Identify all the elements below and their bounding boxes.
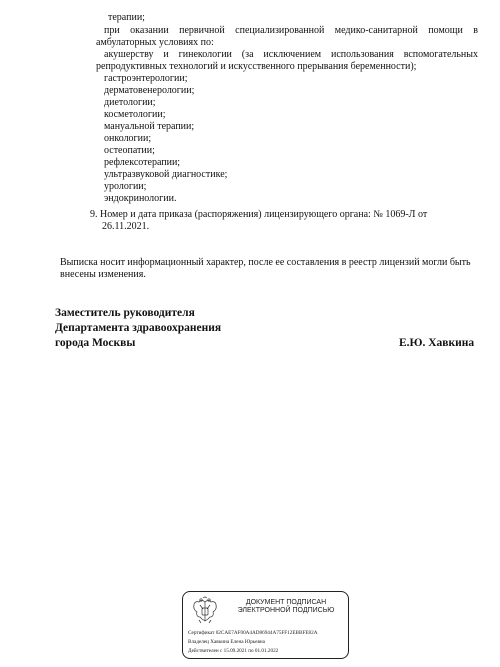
stamp-owner: Владелец Хавкина Елена Юрьевна <box>188 639 265 645</box>
stamp-certificate: Сертификат 02CAE7AF00A4AD86944A75FF12EBBFE82A <box>188 630 318 636</box>
list-item: остеопатии; <box>104 145 155 156</box>
informational-note: Выписка носит информационный характер, после ее составления в реестр лицензий могли быть внесены изменения. <box>60 257 471 280</box>
list-item: рефлексотерапии; <box>104 157 181 168</box>
signer-name: Е.Ю. Хавкина <box>399 337 475 349</box>
obgyn-line-2: репродуктивных технологий и искусственного прерывания беременности); <box>96 61 417 72</box>
stamp-title-line-1: ДОКУМЕНТ ПОДПИСАН <box>245 599 327 606</box>
obgyn-line-1: акушерству и гинекологии (за исключением использования вспомогательных <box>104 49 478 60</box>
list-item: мануальной терапии; <box>104 121 195 132</box>
signer-position-line-3: города Москвы <box>55 337 136 349</box>
signer-position-line-1: Заместитель руководителя <box>55 307 195 319</box>
stamp-title <box>231 599 341 615</box>
list-item: гастроэнтерологии; <box>104 73 188 84</box>
list-item: онкологии; <box>104 133 152 144</box>
list-item: косметологии; <box>104 109 166 120</box>
item-9-line-1: 9. Номер и дата приказа (распоряжения) лицензирующего органа: № 1069-Л от <box>90 209 428 220</box>
list-item: диетологии; <box>104 97 156 108</box>
electronic-signature-stamp <box>182 591 349 659</box>
primary-care-line-2: амбулаторных условиях по: <box>96 37 214 48</box>
list-item-therapy: терапии; <box>108 12 145 23</box>
coat-of-arms-icon <box>191 596 219 626</box>
stamp-title-line-2: ЭЛЕКТРОННОЙ ПОДПИСЬЮ <box>237 607 335 614</box>
list-item: урологии; <box>104 181 147 192</box>
primary-care-line-1: при оказании первичной специализированной медико-санитарной помощи в <box>104 25 478 36</box>
stamp-validity: Действителен с 15.09.2021 по 01.01.2022 <box>188 648 279 654</box>
item-9-line-2: 26.11.2021. <box>102 221 150 232</box>
list-item: эндокринологии. <box>104 193 177 204</box>
signer-position-line-2: Департамента здравоохранения <box>55 322 222 334</box>
list-item: ультразвуковой диагностике; <box>104 169 228 180</box>
list-item: дерматовенерологии; <box>104 85 195 96</box>
